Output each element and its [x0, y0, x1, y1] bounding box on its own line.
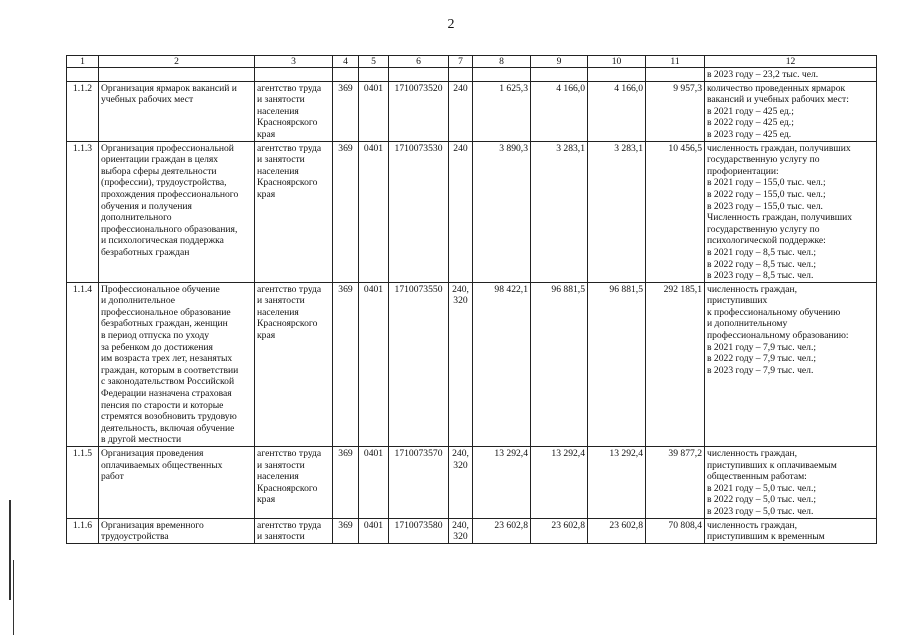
text-line: пенсия по старости и которые [101, 399, 224, 411]
text-line: количество проведенных ярмарок [707, 82, 846, 94]
activity-name [99, 81, 255, 141]
text-line: края [257, 494, 276, 506]
table-row [67, 518, 877, 543]
text-line: в 2023 году – 23,2 тыс. чел. [707, 69, 819, 80]
text-line: численность граждан, [707, 283, 798, 295]
text-line: Красноярского [257, 117, 318, 129]
amount-2023: 23 602,8 [588, 518, 646, 543]
text-line: Профессиональное обучение [101, 283, 220, 295]
text-line: в 2021 году – 425 ед.; [707, 105, 794, 117]
text-line: и занятости [257, 459, 305, 471]
column-header: 2 [99, 56, 255, 68]
text-line: приступивших [707, 295, 768, 307]
column-header: 12 [705, 56, 877, 68]
text-line: агентство труда [257, 519, 322, 531]
text-line: и занятости [257, 154, 305, 166]
responsible-agency [255, 518, 333, 543]
table-cell [389, 68, 449, 82]
budget-code-grbs: 369 [333, 81, 359, 141]
responsible-agency [255, 141, 333, 282]
text-line: приступившим к временным [707, 531, 825, 543]
text-line: и психологическая поддержка [101, 235, 224, 247]
table-row [67, 81, 877, 141]
text-line: населения [257, 165, 299, 177]
text-line: профессиональному образованию: [707, 330, 849, 342]
table-cell [333, 68, 359, 82]
text-line: к профессиональному обучению [707, 306, 841, 318]
text-line: профориентации: [707, 165, 779, 177]
scan-edge-line [13, 560, 14, 635]
text-line: деятельность, включая обучение [101, 422, 235, 434]
column-header: 7 [449, 56, 473, 68]
text-line: и дополнительное [101, 295, 175, 307]
text-line: прохождения профессионального [101, 188, 239, 200]
table-cell [99, 68, 255, 82]
text-line: 240 [453, 82, 468, 94]
text-line: в 2022 году – 155,0 тыс. чел.; [707, 188, 826, 200]
text-line: в период отпуска по уходу [101, 330, 210, 342]
table-cell [67, 68, 99, 82]
text-line: в 2023 году – 425 ед. [707, 128, 792, 140]
program-table [66, 55, 877, 544]
text-line: края [257, 188, 276, 200]
text-line: граждан, которым в соответствии [101, 364, 239, 376]
text-line: стремятся возобновить трудовую [101, 411, 237, 423]
text-line: агентство труда [257, 82, 322, 94]
amount-2022: 23 602,8 [531, 518, 588, 543]
text-line: 320 [453, 295, 468, 307]
activity-name [99, 282, 255, 446]
amount-total: 292 185,1 [646, 282, 705, 446]
amount-total: 70 808,4 [646, 518, 705, 543]
budget-code-section: 0401 [359, 518, 389, 543]
table-cell [531, 68, 588, 82]
text-line: Красноярского [257, 318, 318, 330]
text-line: в 2021 году – 8,5 тыс. чел.; [707, 246, 817, 258]
text-line: в 2021 году – 155,0 тыс. чел.; [707, 177, 826, 189]
text-line: 320 [453, 459, 468, 471]
text-line: безработных граждан [101, 246, 190, 258]
budget-code-target: 1710073530 [389, 141, 449, 282]
budget-code-expense-type [449, 141, 473, 282]
text-line: края [257, 128, 276, 140]
responsible-agency [255, 81, 333, 141]
table-row [67, 141, 877, 282]
amount-2023: 3 283,1 [588, 141, 646, 282]
text-line: психологической поддержке: [707, 235, 826, 247]
amount-2021: 1 625,3 [473, 81, 531, 141]
text-line: численность граждан, [707, 519, 798, 531]
column-header: 3 [255, 56, 333, 68]
amount-2022: 4 166,0 [531, 81, 588, 141]
text-line: Организация временного [101, 519, 204, 531]
text-line: края [257, 330, 276, 342]
text-line: вакансий и учебных рабочих мест: [707, 94, 849, 106]
column-header: 6 [389, 56, 449, 68]
text-line: учебных рабочих мест [101, 94, 194, 106]
column-header: 8 [473, 56, 531, 68]
budget-code-target: 1710073550 [389, 282, 449, 446]
text-line: Организация ярмарок вакансий и [101, 82, 237, 94]
amount-2022: 96 881,5 [531, 282, 588, 446]
text-line: дополнительного [101, 212, 172, 224]
responsible-agency [255, 447, 333, 519]
text-line: в 2021 году – 5,0 тыс. чел.; [707, 482, 817, 494]
table-cell [646, 68, 705, 82]
amount-2023: 96 881,5 [588, 282, 646, 446]
budget-code-section: 0401 [359, 282, 389, 446]
text-line: Организация проведения [101, 448, 204, 459]
budget-code-target: 1710073570 [389, 447, 449, 519]
expected-result [705, 447, 877, 519]
text-line: в 2022 году – 5,0 тыс. чел.; [707, 494, 817, 506]
amount-2021: 3 890,3 [473, 141, 531, 282]
budget-code-section: 0401 [359, 141, 389, 282]
text-line: обучения и получения [101, 200, 192, 212]
column-header: 4 [333, 56, 359, 68]
text-line: 240, [452, 519, 469, 531]
column-number-row [67, 56, 877, 68]
amount-2023: 13 292,4 [588, 447, 646, 519]
amount-2023: 4 166,0 [588, 81, 646, 141]
text-line: населения [257, 306, 299, 318]
table-cell [449, 68, 473, 82]
text-line: выбора сферы деятельности [101, 165, 217, 177]
budget-code-grbs: 369 [333, 447, 359, 519]
budget-code-target: 1710073580 [389, 518, 449, 543]
text-line: за ребенком до достижения [101, 341, 213, 353]
text-line: работ [101, 471, 124, 483]
table-cell [473, 68, 531, 82]
amount-total: 39 877,2 [646, 447, 705, 519]
text-line: в 2022 году – 425 ед.; [707, 117, 794, 129]
table-row [67, 447, 877, 519]
text-line: и занятости [257, 531, 305, 543]
expected-result [705, 282, 877, 446]
text-line: в 2022 году – 7,9 тыс. чел.; [707, 353, 817, 365]
text-line: Федерации назначена страховая [101, 388, 232, 400]
text-line: профессиональное образование [101, 306, 231, 318]
text-line: населения [257, 471, 299, 483]
responsible-agency [255, 282, 333, 446]
column-header: 5 [359, 56, 389, 68]
text-line: численность граждан, получивших [707, 142, 851, 154]
text-line: с законодательством Российской [101, 376, 235, 388]
text-line: (профессии), трудоустройства, [101, 177, 227, 189]
budget-code-grbs: 369 [333, 518, 359, 543]
text-line: в 2023 году – 8,5 тыс. чел. [707, 270, 814, 282]
amount-2022: 13 292,4 [531, 447, 588, 519]
budget-code-expense-type [449, 518, 473, 543]
item-number: 1.1.6 [67, 518, 99, 543]
text-line: приступивших к оплачиваемым [707, 459, 837, 471]
text-line: агентство труда [257, 142, 322, 154]
text-line: численность граждан, [707, 448, 798, 459]
text-line: населения [257, 105, 299, 117]
amount-total: 10 456,5 [646, 141, 705, 282]
activity-name [99, 518, 255, 543]
amount-2022: 3 283,1 [531, 141, 588, 282]
expected-result [705, 518, 877, 543]
text-line: агентство труда [257, 448, 322, 459]
column-header: 11 [646, 56, 705, 68]
text-line: 240 [453, 142, 468, 154]
item-number: 1.1.3 [67, 141, 99, 282]
table-row [67, 282, 877, 446]
continuation-row [67, 68, 877, 82]
text-line: 320 [453, 531, 468, 543]
amount-total: 9 957,3 [646, 81, 705, 141]
text-line: государственную услугу по [707, 154, 820, 166]
text-line: общественным работам: [707, 471, 807, 483]
text-line: оплачиваемых общественных [101, 459, 223, 471]
budget-code-section: 0401 [359, 447, 389, 519]
expected-result [705, 141, 877, 282]
text-line: им возраста трех лет, незанятых [101, 353, 233, 365]
text-line: в 2021 году – 7,9 тыс. чел.; [707, 341, 817, 353]
text-line: Организация профессиональной [101, 142, 234, 154]
text-line: трудоустройства [101, 531, 169, 543]
text-line: в 2023 году – 7,9 тыс. чел. [707, 364, 814, 376]
amount-2021: 23 602,8 [473, 518, 531, 543]
activity-name [99, 447, 255, 519]
item-number: 1.1.2 [67, 81, 99, 141]
amount-2021: 98 422,1 [473, 282, 531, 446]
table-cell [588, 68, 646, 82]
text-line: в 2023 году – 5,0 тыс. чел. [707, 505, 814, 517]
text-line: и дополнительному [707, 318, 788, 330]
text-line: безработных граждан, женщин [101, 318, 228, 330]
text-line: и занятости [257, 295, 305, 307]
column-header: 10 [588, 56, 646, 68]
budget-code-grbs: 369 [333, 141, 359, 282]
text-line: в 2023 году – 155,0 тыс. чел. [707, 200, 823, 212]
text-line: агентство труда [257, 283, 322, 295]
text-line: государственную услугу по [707, 223, 820, 235]
table-cell [359, 68, 389, 82]
table-cell [255, 68, 333, 82]
budget-code-target: 1710073520 [389, 81, 449, 141]
budget-code-expense-type [449, 282, 473, 446]
text-line: 240, [452, 448, 469, 459]
text-line: ориентации граждан в целях [101, 154, 219, 166]
page-number: 2 [447, 17, 455, 32]
column-header: 9 [531, 56, 588, 68]
text-line: Красноярского [257, 177, 318, 189]
text-line: Красноярского [257, 482, 318, 494]
budget-code-expense-type [449, 81, 473, 141]
column-header: 1 [67, 56, 99, 68]
budget-code-expense-type [449, 447, 473, 519]
budget-code-grbs: 369 [333, 282, 359, 446]
budget-code-section: 0401 [359, 81, 389, 141]
text-line: и занятости [257, 94, 305, 106]
item-number: 1.1.4 [67, 282, 99, 446]
text-line: в 2022 году – 8,5 тыс. чел.; [707, 258, 817, 270]
item-number: 1.1.5 [67, 447, 99, 519]
amount-2021: 13 292,4 [473, 447, 531, 519]
text-line: 240, [452, 283, 469, 295]
text-line: в другой местности [101, 434, 182, 446]
text-line: профессионального образования, [101, 223, 238, 235]
activity-name [99, 141, 255, 282]
result-cell [705, 68, 877, 82]
expected-result [705, 81, 877, 141]
scan-edge-line [9, 500, 11, 600]
text-line: Численность граждан, получивших [707, 212, 853, 224]
